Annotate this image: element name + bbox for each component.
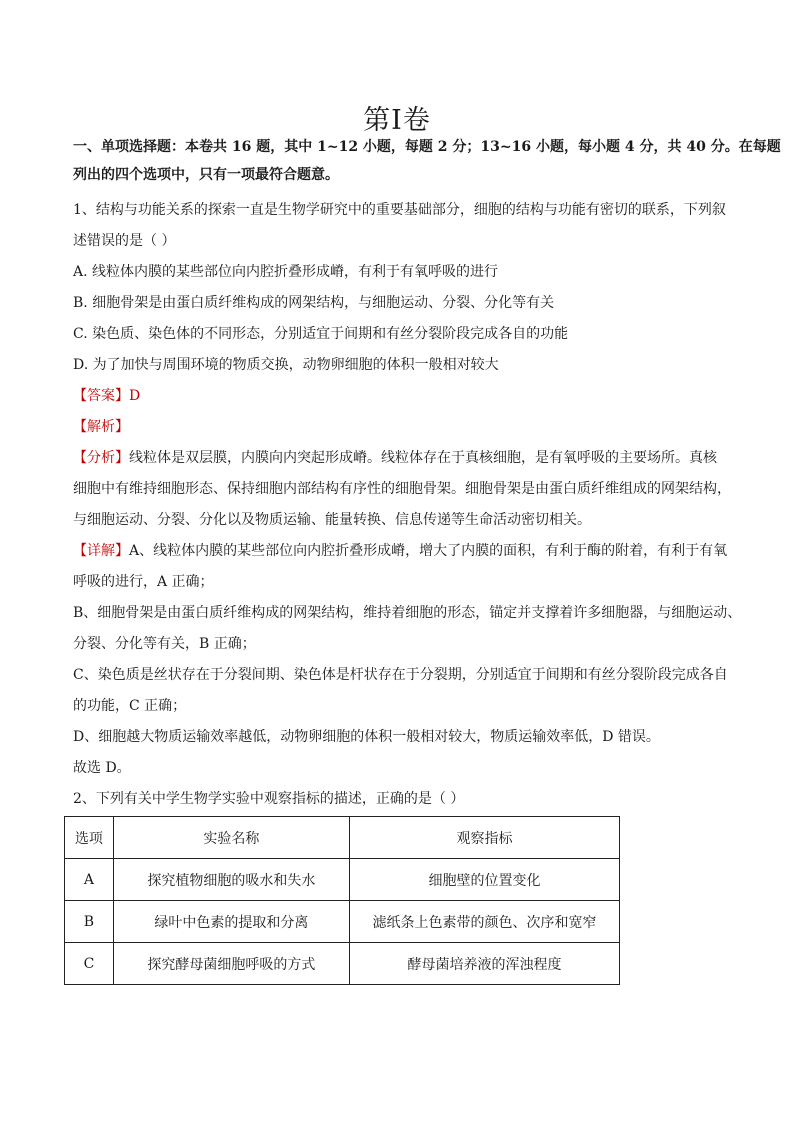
table-cell: 细胞壁的位置变化 — [349, 859, 619, 901]
q1-option-b: B. 细胞骨架是由蛋白质纤维构成的网架结构，与细胞运动、分裂、分化等有关 — [73, 295, 555, 311]
fenxi-text-1: 线粒体是双层膜，内膜向内突起形成嵴。线粒体存在于真核细胞，是有氧呼吸的主要场所。真核 — [129, 450, 717, 466]
analysis-tag: 【解析】 — [73, 419, 129, 435]
page-title: 第Ⅰ卷 — [363, 105, 431, 136]
q1-stem-line-1: 1、结构与功能关系的探索一直是生物学研究中的重要基础部分，细胞的结构与功能有密切的联系，下列叙 — [73, 202, 726, 218]
xiangjie-line-c1: C、染色质是丝状存在于分裂间期、染色体是杆状存在于分裂期，分别适宜于间期和有丝分裂阶段完成各自 — [73, 667, 728, 683]
xiangjie-line-a2: 呼吸的进行，A 正确； — [73, 574, 214, 590]
table-cell: 滤纸条上色素带的颜色、次序和宽窄 — [349, 901, 619, 943]
answer-tag: 【答案】 — [73, 388, 129, 404]
q1-option-a: A. 线粒体内膜的某些部位向内腔折叠形成嵴，有利于有氧呼吸的进行 — [73, 264, 499, 280]
q1-answer — [73, 386, 733, 406]
table-cell: 绿叶中色素的提取和分离 — [113, 901, 349, 943]
fenxi-line-1 — [73, 448, 733, 468]
fenxi-line-3: 与细胞运动、分裂、分化以及物质运输、能量转换、信息传递等生命活动密切相关。 — [73, 512, 591, 528]
table-header-cell: 实验名称 — [113, 817, 349, 859]
table-header-cell: 选项 — [65, 817, 114, 859]
conclusion: 故选 D。 — [73, 760, 131, 776]
table-row — [65, 859, 620, 901]
experiment-table — [64, 816, 620, 985]
table-row — [65, 943, 620, 985]
table-row — [65, 901, 620, 943]
table-cell: A — [65, 859, 114, 901]
xiangjie-tag: 【详解】 — [73, 543, 129, 559]
xiangjie-a-text-1: A、线粒体内膜的某些部位向内腔折叠形成嵴，增大了内膜的面积，有利于酶的附着，有利于有氧 — [129, 543, 728, 559]
xiangjie-line-c2: 的功能，C 正确； — [73, 698, 187, 714]
table-cell: C — [65, 943, 114, 985]
fenxi-tag: 【分析】 — [73, 450, 129, 466]
fenxi-line-2: 细胞中有维持细胞形态、保持细胞内部结构有序性的细胞骨架。细胞骨架是由蛋白质纤维组成的网架结构， — [73, 481, 731, 497]
xiangjie-line-d: D、细胞越大物质运输效率越低，动物卵细胞的体积一般相对较大，物质运输效率低，D 错误。 — [73, 729, 660, 745]
xiangjie-line-b2: 分裂、分化等有关，B 正确； — [73, 636, 256, 652]
section-header-line-2: 列出的四个选项中，只有一项最符合题意。 — [73, 167, 339, 183]
table-header-row — [65, 817, 620, 859]
table-cell: 探究植物细胞的吸水和失水 — [113, 859, 349, 901]
xiangjie-line-a1 — [73, 541, 733, 561]
section-header-line-1: 一、单项选择题：本卷共 16 题，其中 1~12 小题，每题 2 分；13~16 小题，每小题 4 分，共 40 分。在每题 — [73, 139, 781, 155]
xiangjie-line-b1: B、细胞骨架是由蛋白质纤维构成的网架结构，维持着细胞的形态，锚定并支撑着许多细胞器，与细胞运动、 — [73, 605, 742, 621]
q1-option-c: C. 染色质、染色体的不同形态，分别适宜于间期和有丝分裂阶段完成各自的功能 — [73, 326, 569, 342]
table-cell: 酵母菌培养液的浑浊程度 — [349, 943, 619, 985]
table-cell: 探究酵母菌细胞呼吸的方式 — [113, 943, 349, 985]
q1-stem-line-2: 述错误的是（ ） — [73, 233, 176, 249]
table-header-cell: 观察指标 — [349, 817, 619, 859]
q1-option-d: D. 为了加快与周围环境的物质交换，动物卵细胞的体积一般相对较大 — [73, 357, 499, 373]
table-cell: B — [65, 901, 114, 943]
q2-stem: 2、下列有关中学生物学实验中观察指标的描述，正确的是（ ） — [73, 791, 465, 807]
answer-value: D — [129, 388, 141, 404]
